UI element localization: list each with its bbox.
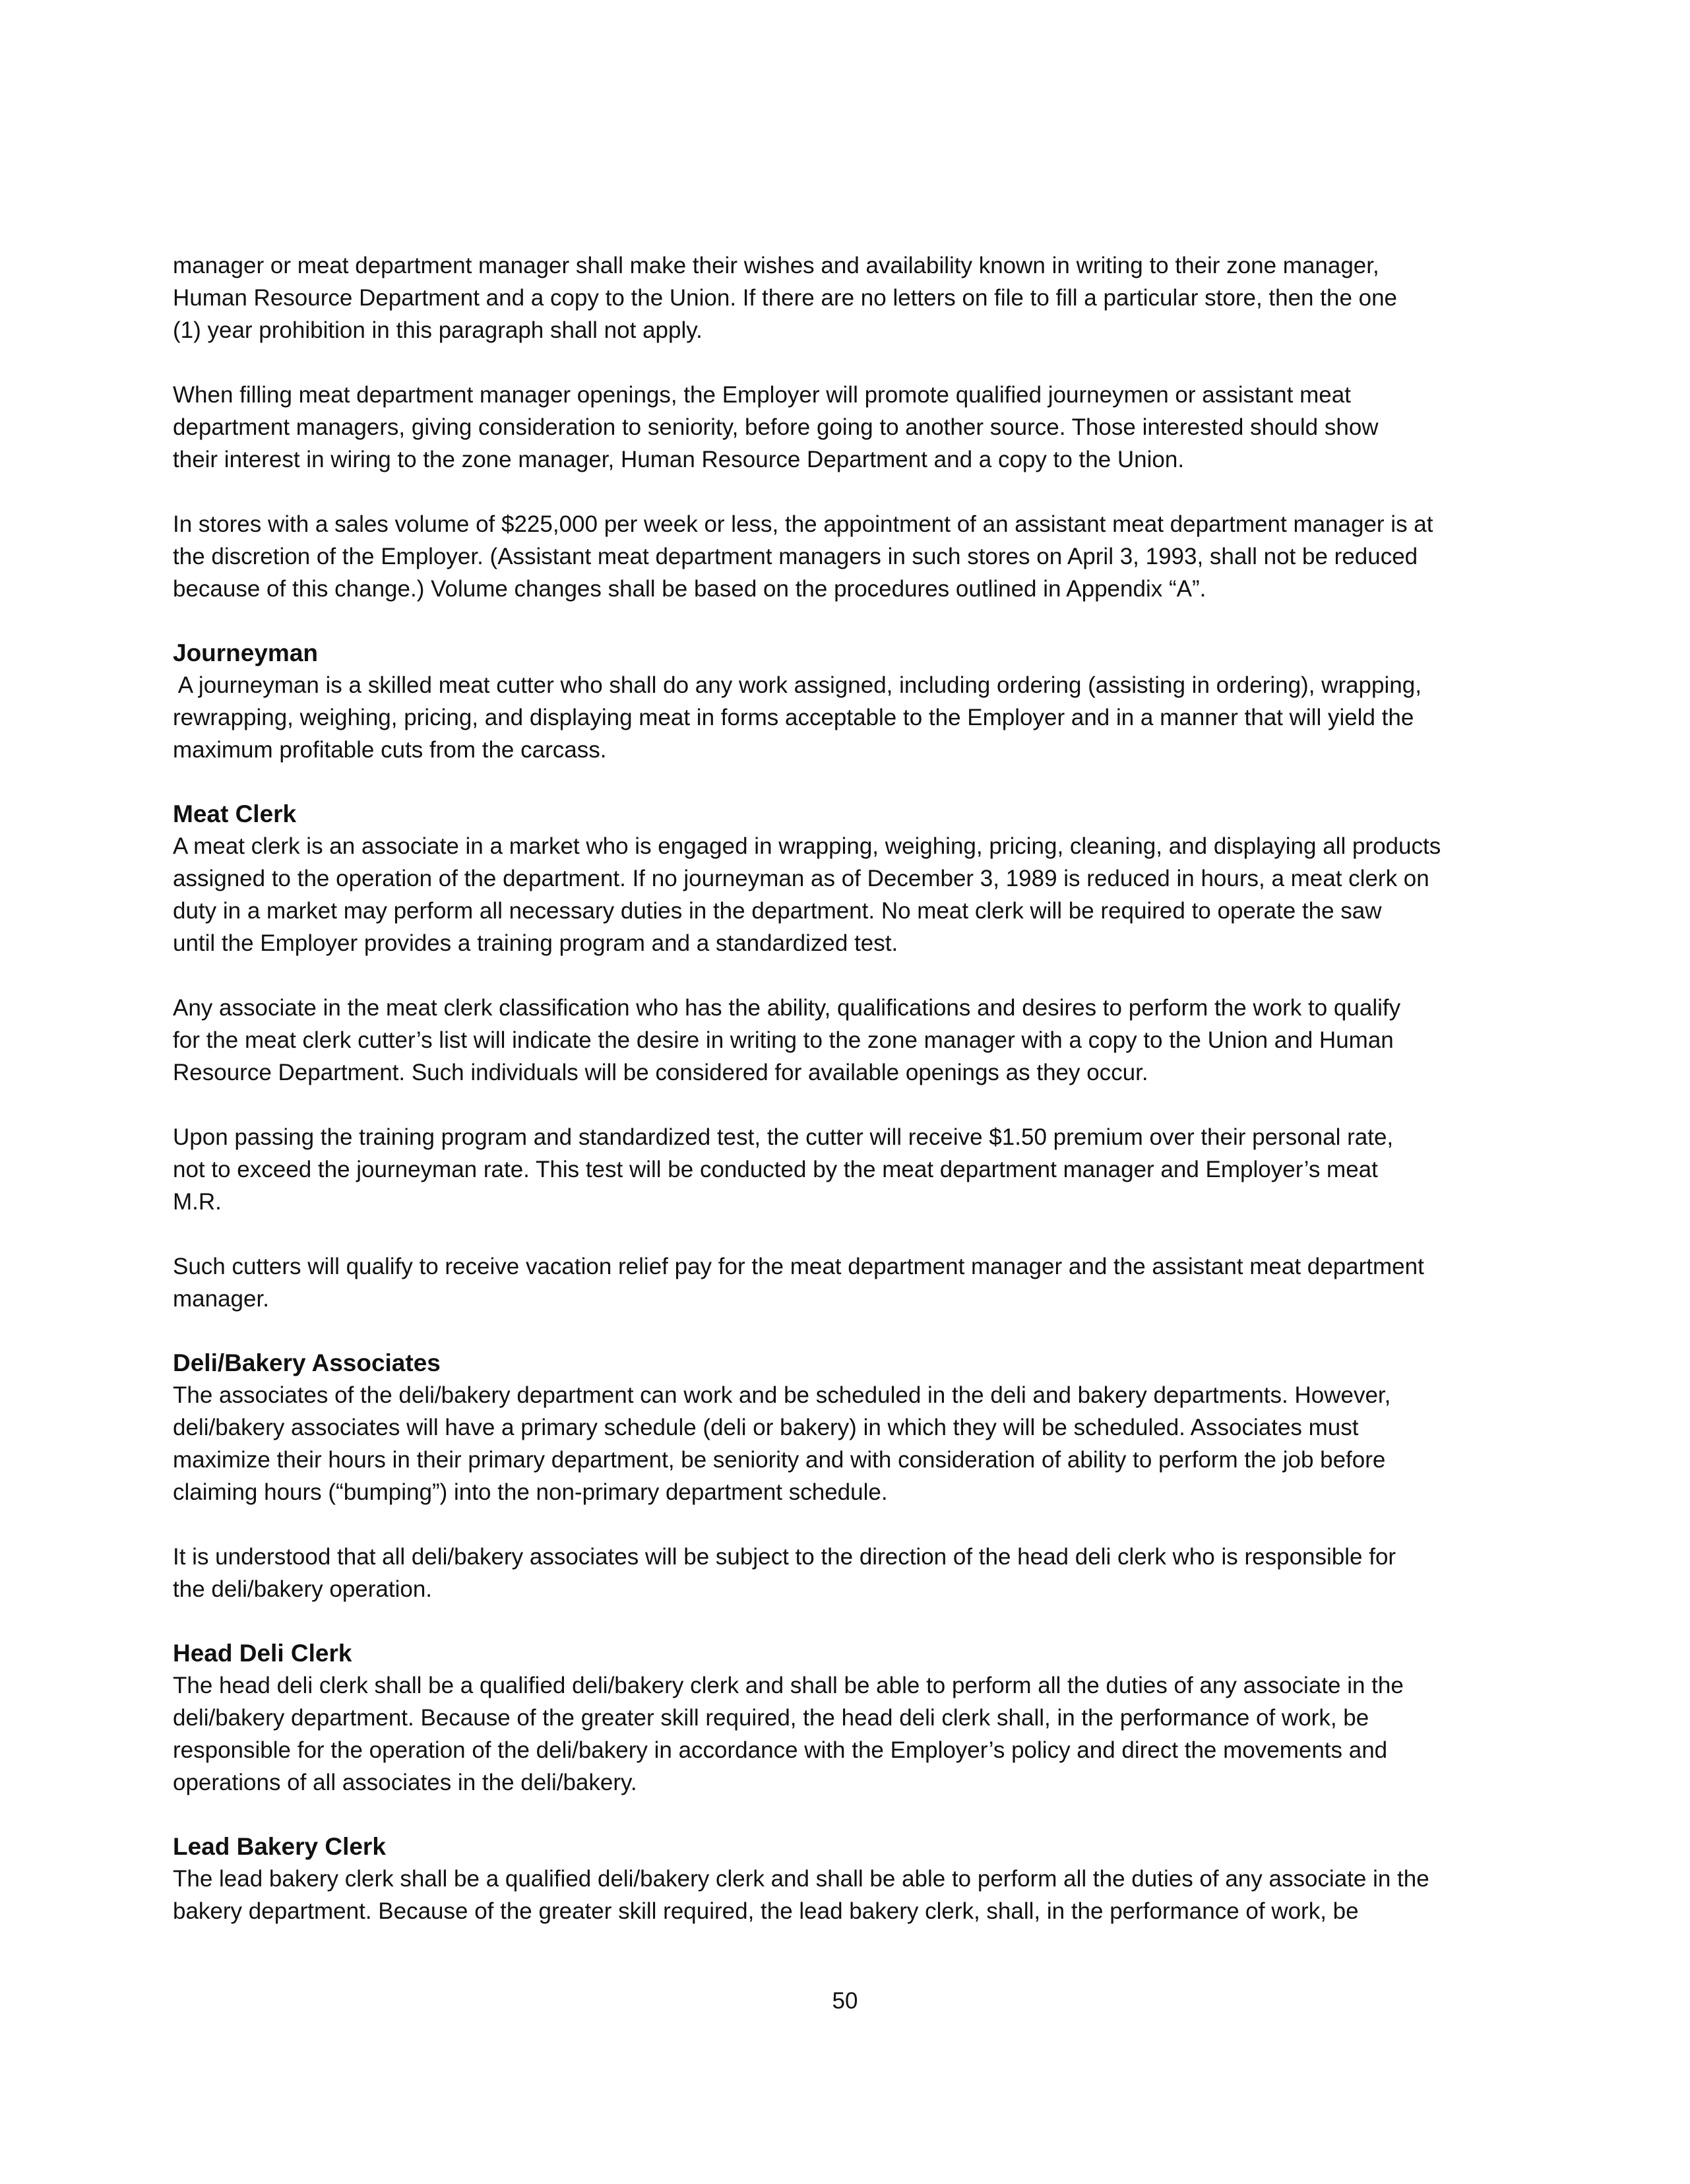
text-line: A journeyman is a skilled meat cutter who shall do any work assigned, including ordering (assisting in ordering), wrapping, — [173, 672, 1422, 698]
paragraph — [173, 1379, 1518, 1508]
text-line: until the Employer provides a training program and a standardized test. — [173, 930, 898, 956]
text-line: The head deli clerk shall be a qualified deli/bakery clerk and shall be able to perform all the duties of any associate in the — [173, 1673, 1404, 1698]
text-line: the deli/bakery operation. — [173, 1576, 433, 1602]
section-heading: Head Deli Clerk — [173, 1640, 352, 1667]
paragraph — [173, 379, 1518, 476]
section-head-deli-clerk — [173, 1638, 1518, 1799]
text-line: deli/bakery department. Because of the greater skill required, the head deli clerk shall, in the performance of work, be — [173, 1705, 1369, 1731]
text-line: A meat clerk is an associate in a market who is engaged in wrapping, weighing, pricing, cleaning, and displaying all products — [173, 833, 1441, 859]
text-line: Upon passing the training program and standardized test, the cutter will receive $1.50 premium over their personal rate, — [173, 1124, 1394, 1150]
text-line: Resource Department. Such individuals will be considered for available openings as they occur. — [173, 1060, 1148, 1085]
section-journeyman — [173, 637, 1518, 766]
text-line: because of this change.) Volume changes shall be based on the procedures outlined in Appendix “A”. — [173, 576, 1206, 602]
paragraph — [173, 992, 1518, 1089]
page-content — [173, 249, 1518, 1927]
text-line: maximize their hours in their primary department, be seniority and with consideration of ability to perform the job before — [173, 1447, 1386, 1473]
paragraph — [173, 1541, 1518, 1605]
section-lead-bakery-clerk — [173, 1831, 1518, 1927]
text-line: bakery department. Because of the greater skill required, the lead bakery clerk, shall, in the performance of work, be — [173, 1898, 1359, 1924]
text-line: claiming hours (“bumping”) into the non-primary department schedule. — [173, 1479, 888, 1505]
text-line: not to exceed the journeyman rate. This test will be conducted by the meat department manager and Employer’s meat — [173, 1157, 1378, 1182]
paragraph — [173, 830, 1518, 959]
text-line: their interest in wiring to the zone manager, Human Resource Department and a copy to the Union. — [173, 447, 1185, 472]
text-line: Human Resource Department and a copy to the Union. If there are no letters on file to fill a particular store, then the one — [173, 285, 1398, 311]
text-line: for the meat clerk cutter’s list will indicate the desire in writing to the zone manager with a copy to the Union and Human — [173, 1027, 1394, 1053]
paragraph — [173, 508, 1518, 605]
text-line: (1) year prohibition in this paragraph shall not apply. — [173, 317, 703, 343]
text-line: the discretion of the Employer. (Assistant meat department managers in such stores on April 3, 1993, shall not be reduced — [173, 544, 1418, 569]
section-heading: Lead Bakery Clerk — [173, 1833, 386, 1860]
text-line: Any associate in the meat clerk classification who has the ability, qualifications and desires to perform the work to qualify — [173, 995, 1401, 1021]
paragraph — [173, 249, 1518, 346]
paragraph — [173, 1121, 1518, 1218]
text-line: assigned to the operation of the department. If no journeyman as of December 3, 1989 is reduced in hours, a meat clerk on — [173, 866, 1429, 891]
text-line: In stores with a sales volume of $225,000 per week or less, the appointment of an assistant meat department manager is at — [173, 511, 1433, 537]
section-heading: Journeyman — [173, 639, 319, 666]
section-heading: Meat Clerk — [173, 800, 297, 827]
paragraph — [173, 1863, 1518, 1927]
text-line: manager. — [173, 1286, 269, 1312]
text-line: Such cutters will qualify to receive vacation relief pay for the meat department manager and the assistant meat department — [173, 1254, 1424, 1279]
intro-block — [173, 249, 1518, 605]
text-line: The associates of the deli/bakery department can work and be scheduled in the deli and bakery departments. However, — [173, 1382, 1391, 1408]
section-meat-clerk — [173, 798, 1518, 1315]
text-line: It is understood that all deli/bakery associates will be subject to the direction of the head deli clerk who is responsible for — [173, 1544, 1396, 1570]
paragraph — [173, 669, 1518, 766]
text-line: The lead bakery clerk shall be a qualified deli/bakery clerk and shall be able to perform all the duties of any associate in the — [173, 1866, 1429, 1892]
page-number: 50 — [832, 1988, 858, 2014]
text-line: responsible for the operation of the deli/bakery in accordance with the Employer’s policy and direct the movements and — [173, 1737, 1388, 1763]
text-line: manager or meat department manager shall make their wishes and availability known in writing to their zone manager, — [173, 253, 1379, 278]
section-heading: Deli/Bakery Associates — [173, 1349, 441, 1376]
text-line: When filling meat department manager openings, the Employer will promote qualified journeymen or assistant meat — [173, 382, 1351, 408]
text-line: maximum profitable cuts from the carcass. — [173, 737, 607, 763]
text-line: deli/bakery associates will have a primary schedule (deli or bakery) in which they will be scheduled. Associates must — [173, 1415, 1359, 1440]
paragraph — [173, 1250, 1518, 1315]
section-deli-bakery-associates — [173, 1347, 1518, 1605]
paragraph — [173, 1669, 1518, 1799]
text-line: rewrapping, weighing, pricing, and displaying meat in forms acceptable to the Employer and in a manner that will yield the — [173, 705, 1414, 730]
text-line: operations of all associates in the deli/bakery. — [173, 1770, 637, 1795]
text-line: M.R. — [173, 1189, 222, 1215]
text-line: duty in a market may perform all necessary duties in the department. No meat clerk will be required to operate the saw — [173, 898, 1382, 924]
text-line: department managers, giving consideration to seniority, before going to another source. Those interested should show — [173, 414, 1379, 440]
